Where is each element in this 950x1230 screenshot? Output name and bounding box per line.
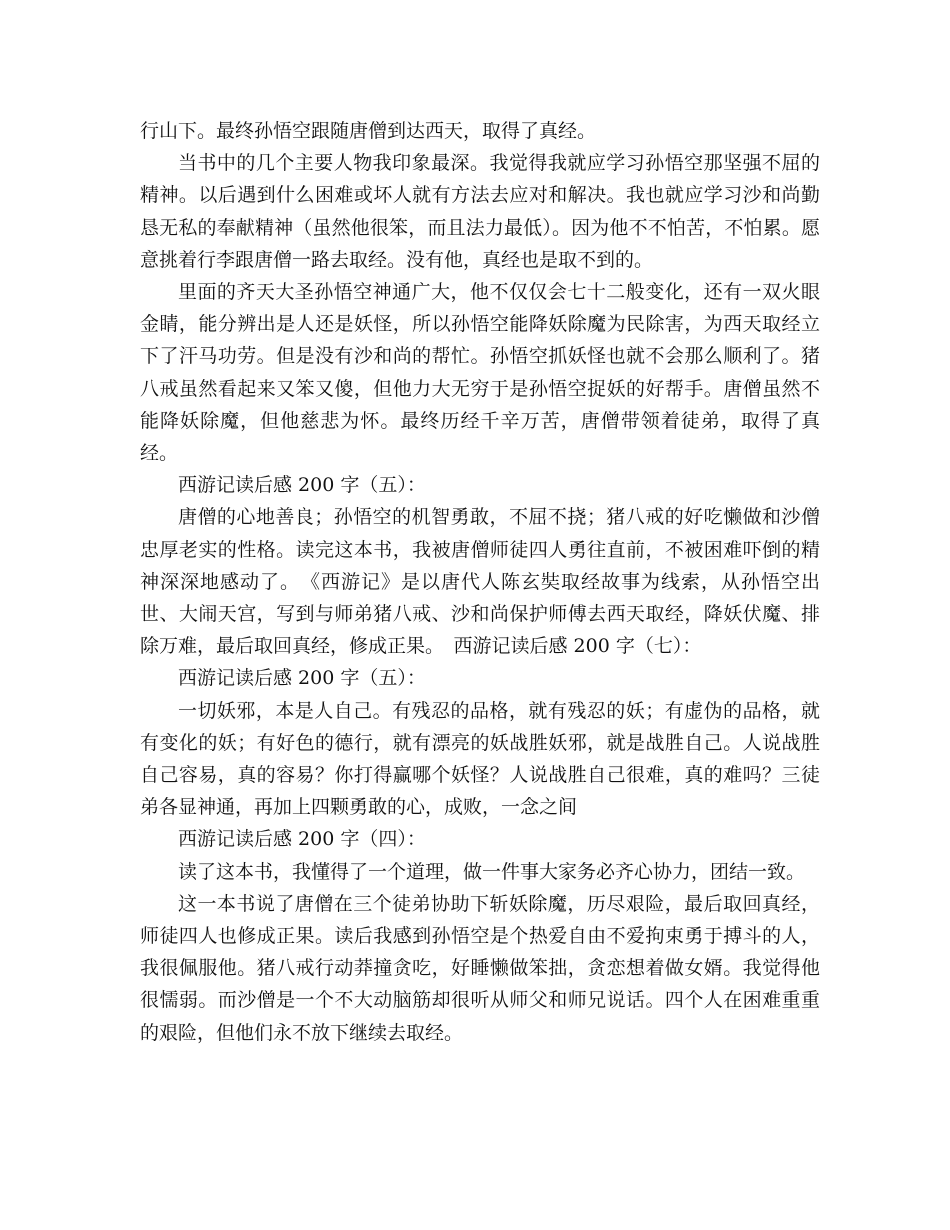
paragraph-5: 一切妖邪，本是人自己。有残忍的品格，就有残忍的妖；有虚伪的品格，就有变化的妖；有好色的德行，就有漂亮的妖战胜妖邪，就是战胜自己。人说战胜自己容易，真的容易？你打得赢哪个妖怪？人说战胜自己很难，真的难吗？三徒弟各显神通，再加上四颗勇敢的心，成败，一念之间 [140,699,820,819]
section-heading-4: 西游记读后感 200 字（四）： [178,828,426,851]
paragraph-1: 行山下。最终孙悟空跟随唐僧到达西天，取得了真经。 [140,120,597,142]
section-heading-5a: 西游记读后感 200 字（五）： [178,474,426,497]
paragraph-3: 里面的齐天大圣孙悟空神通广大，他不仅仅会七十二般变化，还有一双火眼金睛，能分辨出是人还是妖怪，所以孙悟空能降妖除魔为民除害，为西天取经立下了汗马功劳。但是没有沙和尚的帮忙。孙悟空抓妖怪也就不会那么顺利了。猪八戒虽然看起来又笨又傻，但他力大无穷于是孙悟空捉妖的好帮手。唐僧虽然不能降妖除魔，但他慈悲为怀。最终历经千辛万苦，唐僧带领着徒弟，取得了真经。 [140,281,820,465]
paragraph-6: 读了这本书，我懂得了一个道理，做一件事大家务必齐心协力，团结一致。 [178,860,806,883]
paragraph-4: 唐僧的心地善良；孙悟空的机智勇敢，不屈不挠；猪八戒的好吃懒做和沙僧忠厚老实的性格。读完这本书，我被唐僧师徒四人勇往直前，不被困难吓倒的精神深深地感动了。 《西游记》是以唐代人陈玄奘取经故事为线索，从孙悟空出世、大闹天宫，写到与师弟猪八戒、沙和尚保护师傅去西天取经，降妖伏魔、排除万难，最后取回真经，修成正果。 西游记读后感 200 字（七）： [140,506,820,658]
paragraph-7: 这一本书说了唐僧在三个徒弟协助下斩妖除魔，历尽艰险，最后取回真经，师徒四人也修成正果。读后我感到孙悟空是个热爱自由不爱拘束勇于搏斗的人，我很佩服他。猪八戒行动莽撞贪吃，好睡懒做笨拙，贪恋想着做女婿。我觉得他很懦弱。而沙僧是一个不大动脑筋却很听从师父和师兄说话。四个人在困难重重的艰险，但他们永不放下继续去取经。 [140,892,820,1044]
section-heading-5b: 西游记读后感 200 字（五）： [178,667,426,690]
document-body [140,115,820,1049]
paragraph-2: 当书中的几个主要人物我印象最深。我觉得我就应学习孙悟空那坚强不屈的精神。以后遇到什么困难或坏人就有方法去应对和解决。我也就应学习沙和尚勤恳无私的奉献精神（虽然他很笨，而且法力最低）。因为他不不怕苦，不怕累。愿意挑着行李跟唐僧一路去取经。没有他，真经也是取不到的。 [140,152,820,271]
